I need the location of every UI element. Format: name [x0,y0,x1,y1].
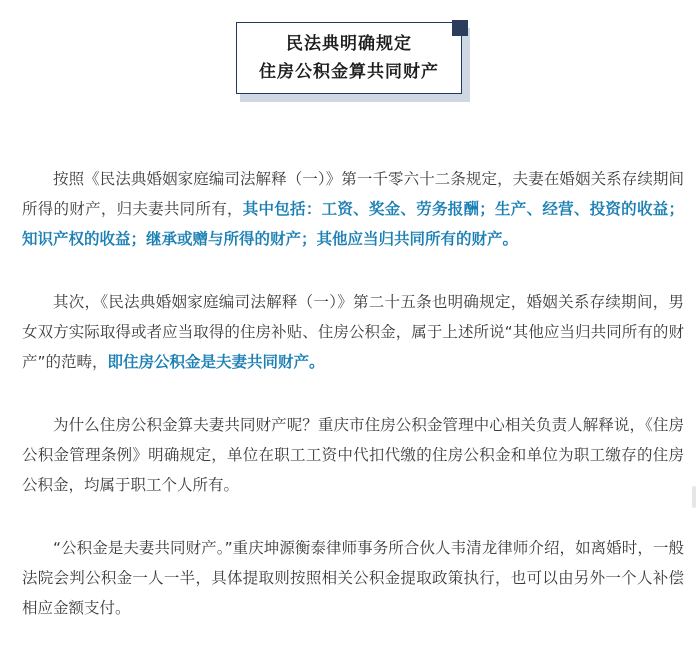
scrollbar-thumb[interactable] [692,486,696,508]
paragraph-1-highlight: 其中包括：工资、奖金、劳务报酬；生产、经营、投资的收益；知识产权的收益；继承或赠与所得的财产；其他应当归共同所有的财产。 [22,200,684,248]
title-line-1: 民法典明确规定 [286,34,412,54]
article-body [22,164,684,656]
paragraph-1 [22,164,684,254]
paragraph-1-text: 按照《民法典婚姻家庭编司法解释（一）》第一千零六十二条规定，夫妻在婚姻关系存续期间所得的财产，归夫妻共同所有， [22,170,684,218]
paragraph-3-text: 为什么住房公积金算夫妻共同财产呢？重庆市住房公积金管理中心相关负责人解释说，《住房公积金管理条例》明确规定，单位在职工工资中代扣代缴的住房公积金和单位为职工缴存的住房公积金，均属于职工个人所有。 [22,416,684,494]
paragraph-4 [22,533,684,623]
paragraph-2-text: 其次，《民法典婚姻家庭编司法解释（一）》第二十五条也明确规定，婚姻关系存续期间，男女双方实际取得或者应当取得的住房补贴、住房公积金，属于上述所说“其他应当归共同所有的财产”的范畴， [22,293,684,371]
title-line-2: 住房公积金算共同财产 [259,62,439,82]
paragraph-2 [22,287,684,377]
title-frame [236,22,462,94]
title-corner-accent [452,20,468,36]
paragraph-3 [22,410,684,500]
title-card [236,22,468,100]
paragraph-2-highlight: 即住房公积金是夫妻共同财产。 [107,353,325,371]
paragraph-4-text: “公积金是夫妻共同财产。”重庆坤源衡泰律师事务所合伙人韦清龙律师介绍，如离婚时，一般法院会判公积金一人一半，具体提取则按照相关公积金提取政策执行，也可以由另外一个人补偿相应金额支付。 [22,539,684,617]
